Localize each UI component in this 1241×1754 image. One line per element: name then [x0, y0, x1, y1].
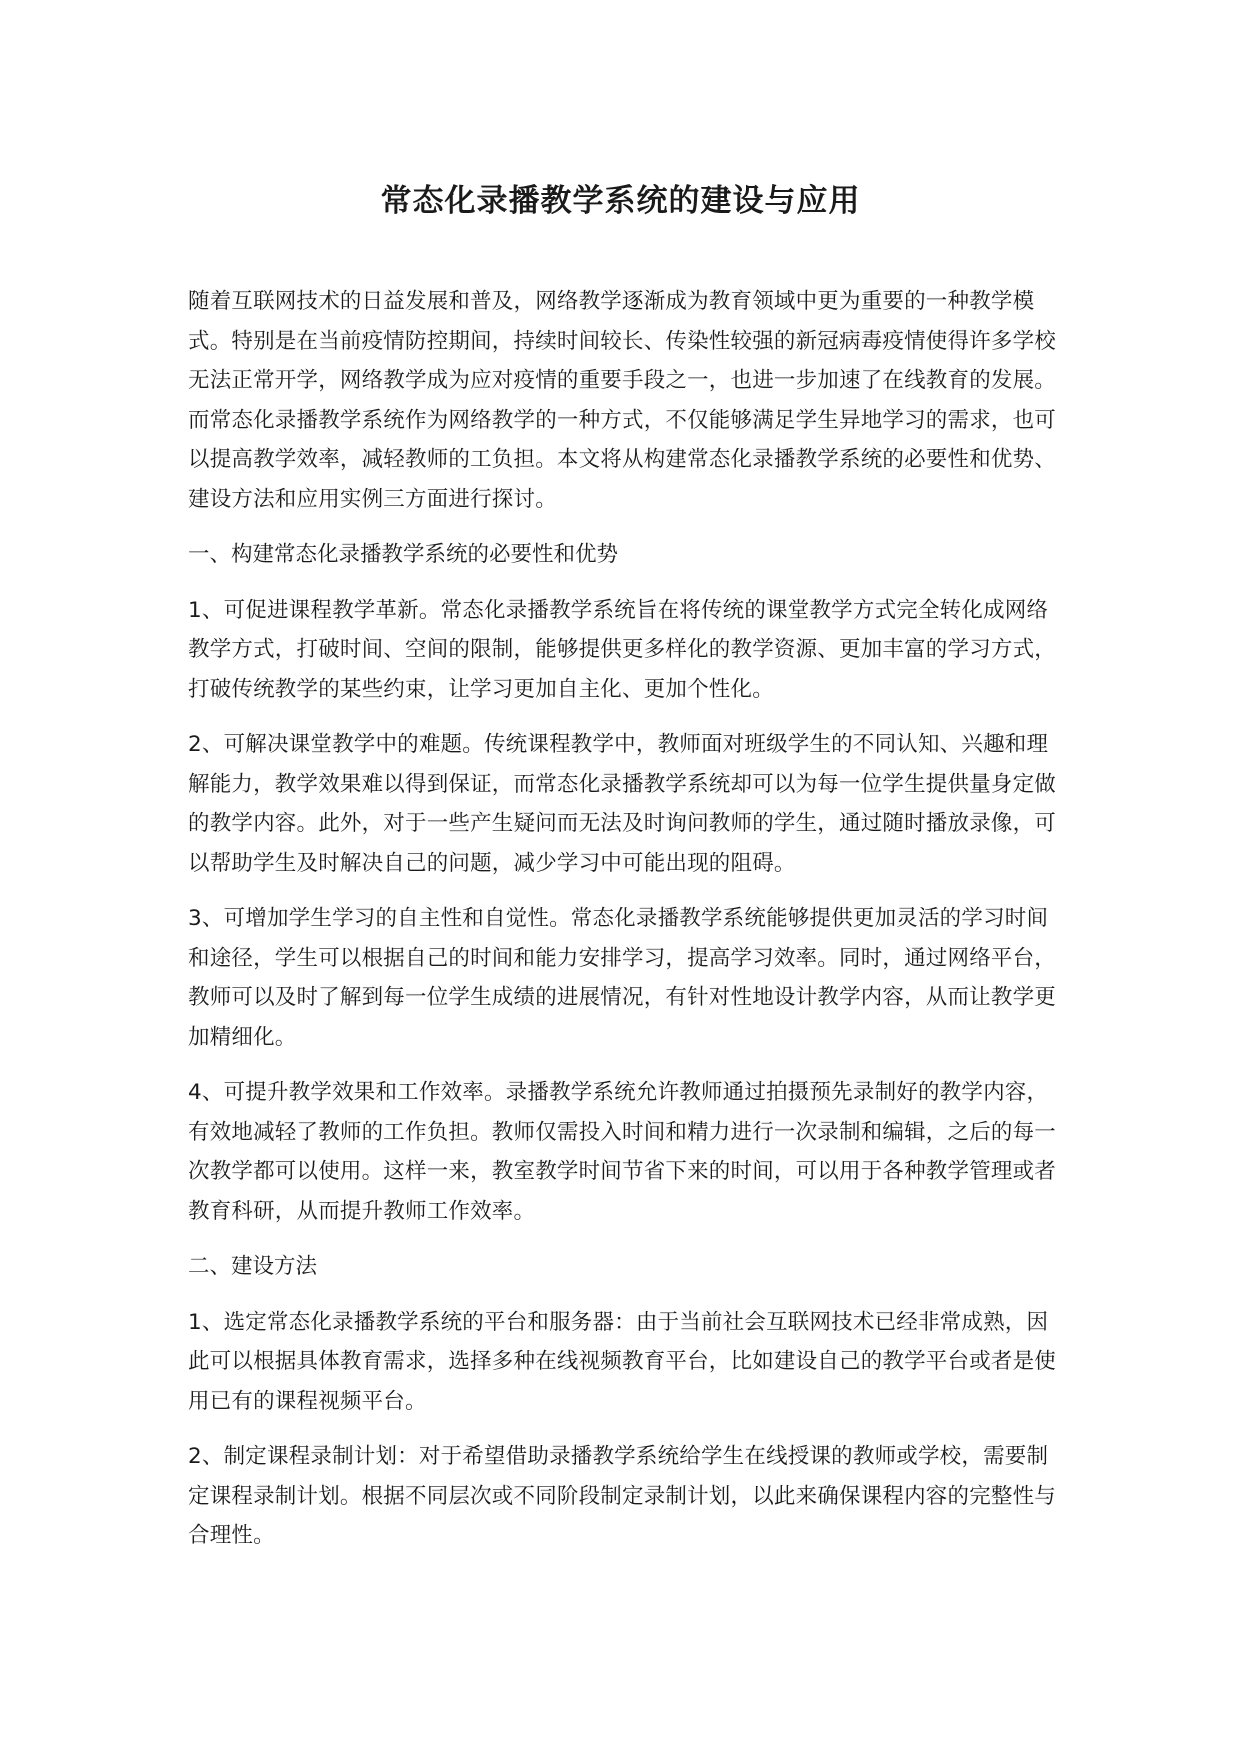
section2-item-2: 2、制定课程录制计划：对于希望借助录播教学系统给学生在线授课的教师或学校，需要制定课程录制计划。根据不同层次或不同阶段制定录制计划，以此来确保课程内容的完整性与合理性。: [188, 1444, 1057, 1548]
document-body: [188, 282, 1058, 1572]
document-title: 常态化录播教学系统的建设与应用: [380, 183, 861, 219]
section2-item-1: 1、选定常态化录播教学系统的平台和服务器：由于当前社会互联网技术已经非常成熟，因此可以根据具体教育需求，选择多种在线视频教育平台，比如建设自己的教学平台或者是使用已有的课程视频平台。: [188, 1309, 1057, 1414]
section1-item-4: 4、可提升教学效果和工作效率。录播教学系统允许教师通过拍摄预先录制好的教学内容，有效地减轻了教师的工作负担。教师仅需投入时间和精力进行一次录制和编辑，之后的每一次教学都可以使用。这样一来，教室教学时间节省下来的时间，可以用于各种教学管理或者教育科研，从而提升教师工作效率。: [188, 1080, 1057, 1224]
section-heading-1: 一、构建常态化录播教学系统的必要性和优势: [188, 542, 619, 567]
section-heading-2: 二、建设方法: [188, 1254, 318, 1279]
section1-item-3: 3、可增加学生学习的自主性和自觉性。常态化录播教学系统能够提供更加灵活的学习时间和途径，学生可以根据自己的时间和能力安排学习，提高学习效率。同时，通过网络平台，教师可以及时了解到每一位学生成绩的进展情况，有针对性地设计教学内容，从而让教学更加精细化。: [188, 906, 1057, 1050]
section1-item-2: 2、可解决课堂教学中的难题。传统课程教学中，教师面对班级学生的不同认知、兴趣和理解能力，教学效果难以得到保证，而常态化录播教学系统却可以为每一位学生提供量身定做的教学内容。此外，对于一些产生疑问而无法及时询问教师的学生，通过随时播放录像，可以帮助学生及时解决自己的问题，减少学习中可能出现的阻碍。: [188, 732, 1057, 876]
intro-paragraph: 随着互联网技术的日益发展和普及，网络教学逐渐成为教育领域中更为重要的一种教学模式。特别是在当前疫情防控期间，持续时间较长、传染性较强的新冠病毒疫情使得许多学校无法正常开学，网络教学成为应对疫情的重要手段之一，也进一步加速了在线教育的发展。而常态化录播教学系统作为网络教学的一种方式，不仅能够满足学生异地学习的需求，也可以提高教学效率，减轻教师的工负担。本文将从构建常态化录播教学系统的必要性和优势、建设方法和应用实例三方面进行探讨。: [188, 289, 1057, 512]
section1-item-1: 1、可促进课程教学革新。常态化录播教学系统旨在将传统的课堂教学方式完全转化成网络教学方式，打破时间、空间的限制，能够提供更多样化的教学资源、更加丰富的学习方式，打破传统教学的某些约束，让学习更加自主化、更加个性化。: [188, 597, 1057, 702]
